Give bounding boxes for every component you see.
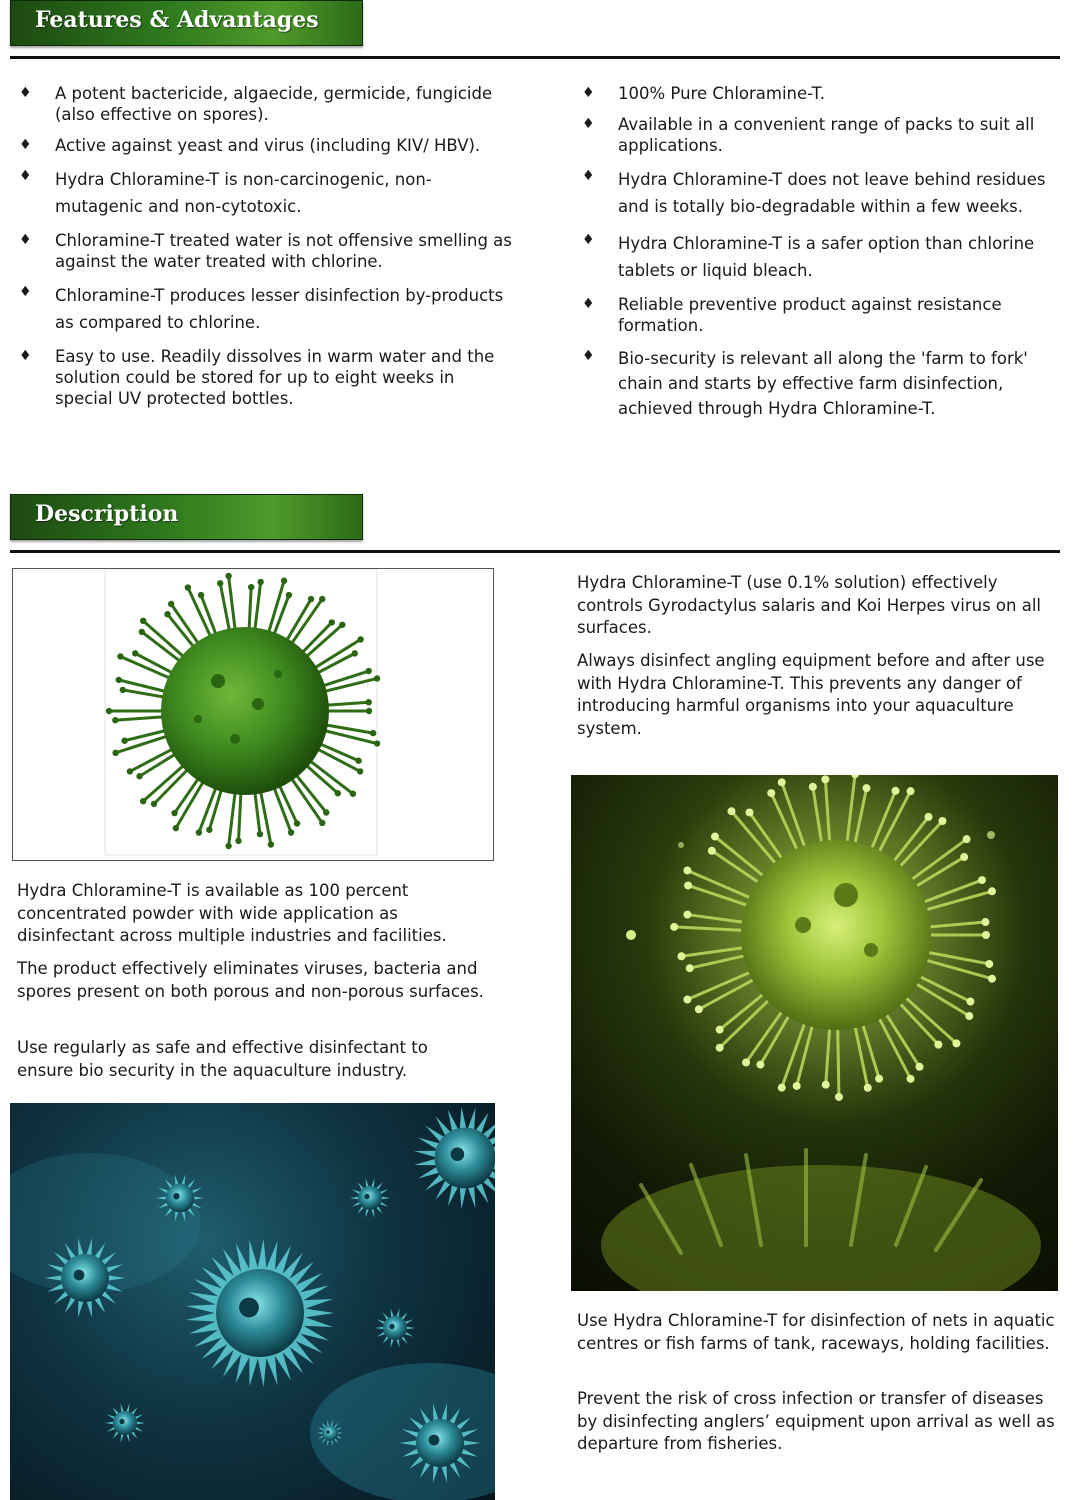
description-left-paragraph: The product effectively eliminates viruses, bacteria and spores present on both porous and non-porous surfaces. bbox=[17, 959, 484, 1001]
description-heading: Description bbox=[35, 501, 179, 527]
description-banner bbox=[10, 494, 363, 540]
feature-item: ♦ 100% Pure Chloramine-T. bbox=[582, 84, 825, 103]
teal-viruses-image bbox=[10, 1103, 495, 1500]
feature-item: ♦ Hydra Chloramine-T is non-carcinogenic, non-mutagenic and non-cytotoxic. bbox=[19, 168, 432, 216]
features-banner bbox=[10, 0, 363, 46]
diamond-bullet-icon: ♦ bbox=[582, 116, 595, 132]
diamond-bullet-icon: ♦ bbox=[19, 137, 32, 153]
diamond-bullet-icon: ♦ bbox=[19, 348, 32, 364]
feature-item: ♦ A potent bactericide, algaecide, germicide, fungicide (also effective on spores). bbox=[19, 84, 493, 124]
dark-green-virus-image bbox=[571, 775, 1058, 1291]
features-heading: Features & Advantages bbox=[35, 7, 319, 33]
feature-item: ♦ Chloramine-T treated water is not offensive smelling as against the water treated with chlorine. bbox=[19, 231, 512, 271]
description-left-paragraph: Hydra Chloramine-T is available as 100 percent concentrated powder with wide application as disinfectant across multiple industries and facilities. bbox=[17, 881, 447, 945]
feature-item: ♦ Hydra Chloramine-T does not leave behind residues and is totally bio-degradable within a few weeks. bbox=[582, 168, 1046, 216]
diamond-bullet-icon: ♦ bbox=[19, 232, 32, 248]
green-virus-image bbox=[12, 568, 494, 861]
diamond-bullet-icon: ♦ bbox=[582, 168, 595, 184]
description-right-paragraph: Hydra Chloramine-T (use 0.1% solution) effectively controls Gyrodactylus salaris and Koi Herpes virus on all surfaces. bbox=[577, 573, 1042, 637]
feature-item: ♦ Hydra Chloramine-T is a safer option than chlorine tablets or liquid bleach. bbox=[582, 232, 1035, 280]
diamond-bullet-icon: ♦ bbox=[19, 85, 32, 101]
diamond-bullet-icon: ♦ bbox=[582, 296, 595, 312]
features-left-list bbox=[15, 83, 515, 419]
features-right-list bbox=[578, 83, 1048, 431]
features-divider bbox=[10, 56, 1060, 59]
feature-item: ♦ Available in a convenient range of packs to suit all applications. bbox=[582, 115, 1035, 155]
diamond-bullet-icon: ♦ bbox=[19, 168, 32, 184]
diamond-bullet-icon: ♦ bbox=[582, 348, 595, 364]
feature-item: ♦ Bio-security is relevant all along the 'farm to fork' chain and starts by effective farm disinfection, achieved through Hydra Chloramine-T. bbox=[582, 348, 1028, 418]
diamond-bullet-icon: ♦ bbox=[582, 85, 595, 101]
feature-item: ♦ Reliable preventive product against resistance formation. bbox=[582, 295, 1002, 335]
diamond-bullet-icon: ♦ bbox=[582, 232, 595, 248]
description-divider bbox=[10, 550, 1060, 553]
description-right-paragraph: Always disinfect angling equipment before and after use with Hydra Chloramine-T. This prevents any danger of introducing harmful organisms into your aquaculture system. bbox=[577, 651, 1045, 738]
feature-item: ♦ Easy to use. Readily dissolves in warm water and the solution could be stored for up to eight weeks in special UV protected bottles. bbox=[19, 347, 495, 408]
diamond-bullet-icon: ♦ bbox=[19, 284, 32, 300]
description-right-paragraph: Use Hydra Chloramine-T for disinfection of nets in aquatic centres or fish farms of tank, raceways, holding facilities. bbox=[577, 1311, 1055, 1353]
description-left-paragraph: Use regularly as safe and effective disinfectant to ensure bio security in the aquaculture industry. bbox=[17, 1038, 428, 1080]
description-right-paragraph: Prevent the risk of cross infection or transfer of diseases by disinfecting anglers’ equipment upon arrival as well as departure from fisheries. bbox=[577, 1389, 1055, 1453]
feature-item: ♦ Active against yeast and virus (including KIV/ HBV). bbox=[19, 136, 481, 155]
feature-item: ♦ Chloramine-T produces lesser disinfection by-products as compared to chlorine. bbox=[19, 284, 504, 332]
